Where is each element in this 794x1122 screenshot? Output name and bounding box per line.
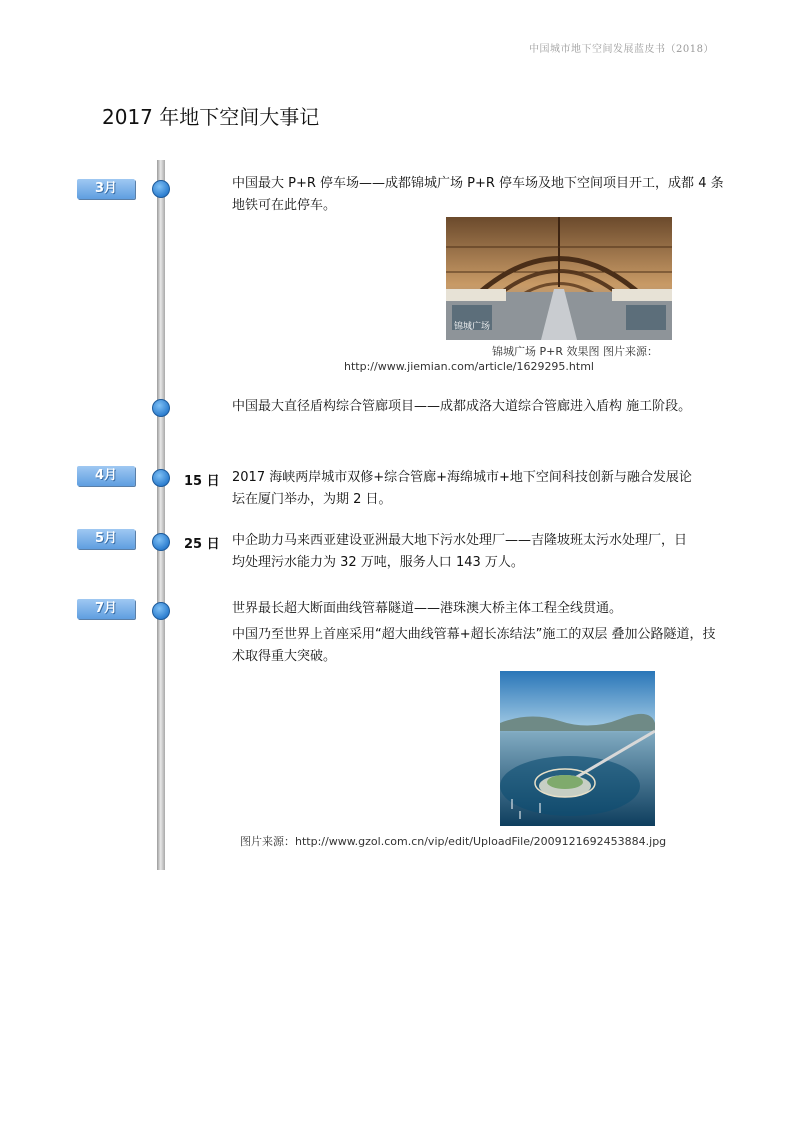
- photo-watermark: 锦城广场: [454, 322, 491, 332]
- event-text: 中国最大 P+R 停车场——成都锦城广场 P+R 停车场及地下空间项目开工，成都 4 条地铁可在此停车。: [232, 176, 724, 213]
- station-photo: [446, 217, 672, 340]
- month-tag-july: 7月: [77, 599, 135, 619]
- day-label-25: 25 日: [184, 537, 220, 552]
- page-title: 2017 年地下空间大事记: [102, 105, 320, 129]
- timeline-node: [152, 399, 170, 417]
- day-label-15: 15 日: [184, 474, 220, 489]
- event-text: 2017 海峡两岸城市双修+综合管廊+海绵城市+地下空间科技创新与融合发展论坛在厦门举办，为期 2 日。: [232, 470, 692, 507]
- timeline-node: [152, 602, 170, 620]
- timeline-node: [152, 533, 170, 551]
- timeline-line: [157, 160, 165, 870]
- photo-source-url: http://www.jiemian.com/article/1629295.html: [344, 360, 594, 373]
- timeline-node: [152, 180, 170, 198]
- photo-source-url: 图片来源：http://www.gzol.com.cn/vip/edit/UploadFile/2009121692453884.jpg: [240, 835, 667, 848]
- photo-caption: 锦城广场 P+R 效果图 图片来源：: [492, 345, 658, 358]
- running-header: 中国城市地下空间发展蓝皮书（2018）: [529, 44, 714, 55]
- event-text: 中国最大直径盾构综合管廊项目——成都成洛大道综合管廊进入盾构 施工阶段。: [232, 399, 692, 414]
- bridge-photo: [500, 671, 655, 826]
- event-text: 中企助力马来西亚建设亚洲最大地下污水处理厂——吉隆坡班太污水处理厂，日均处理污水能力为 32 万吨，服务人口 143 万人。: [232, 533, 688, 570]
- month-tag-may: 5月: [77, 529, 135, 549]
- month-tag-april: 4月: [77, 466, 135, 486]
- event-text: 中国乃至世界上首座采用“超大曲线管幕+超长冻结法”施工的双层 叠加公路隧道，技术取得重大突破。: [232, 627, 716, 664]
- event-text: 世界最长超大断面曲线管幕隧道——港珠澳大桥主体工程全线贯通。: [232, 601, 623, 616]
- month-tag-march: 3月: [77, 179, 135, 199]
- timeline-node: [152, 469, 170, 487]
